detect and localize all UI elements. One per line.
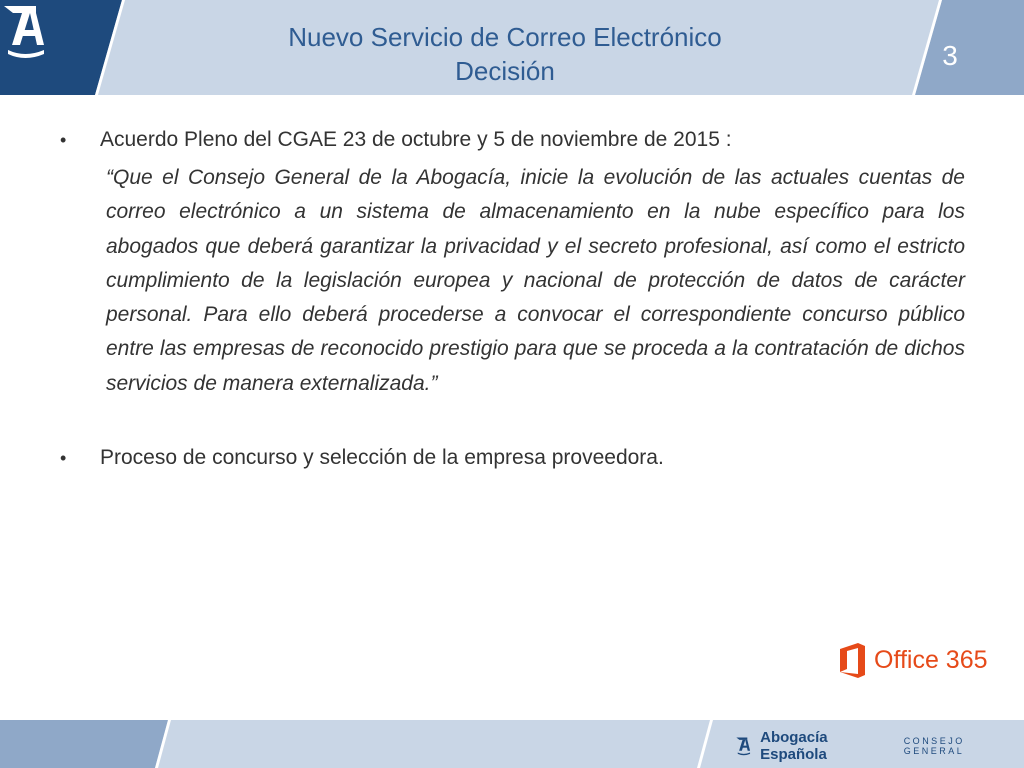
bullet-item-1 xyxy=(60,125,965,155)
slide-title xyxy=(160,20,850,88)
footer-brand-sub: CONSEJO GENERAL xyxy=(903,736,965,756)
slide-header xyxy=(0,0,1024,95)
bullet-symbol: • xyxy=(60,130,67,150)
slide-body xyxy=(60,125,965,473)
office365-logo xyxy=(838,640,998,680)
page-number: 3 xyxy=(942,40,958,71)
bullet-text-2: Proceso de concurso y selección de la empresa proveedora. xyxy=(100,446,664,470)
bullet-text-1: Acuerdo Pleno del CGAE 23 de octubre y 5 de noviembre de 2015 : xyxy=(100,128,732,151)
slide-title-line1: Nuevo Servicio de Correo Electrónico xyxy=(288,22,722,52)
abogacia-logo-icon xyxy=(735,734,752,758)
office-icon xyxy=(840,643,865,678)
quote-text: “Que el Consejo General de la Abogacía, inicie la evolución de las actuales cuentas de correo electrónico a un sistema de almacenamiento en la nube específico para los abogados que deberá garantizar la privacidad y el secreto profesional, así como el estricto cumplimiento de la legislación europea y nacional de protección de datos de carácter personal. Para ello deberá procederse a convocar el correspondiente concurso público entre las empresas de reconocido prestigio para que se proceda a la contratación de dichos servicios de manera externalizada.” xyxy=(106,166,965,395)
footer-brand-name: Abogacía Española xyxy=(760,729,828,763)
footer-brand xyxy=(735,729,1024,763)
slide-title-line2: Decisión xyxy=(455,56,555,86)
office365-text: Office 365 xyxy=(874,646,988,674)
bullet-symbol: • xyxy=(60,448,67,469)
abogacia-logo-icon xyxy=(0,0,50,62)
bullet-item-2 xyxy=(60,443,965,473)
